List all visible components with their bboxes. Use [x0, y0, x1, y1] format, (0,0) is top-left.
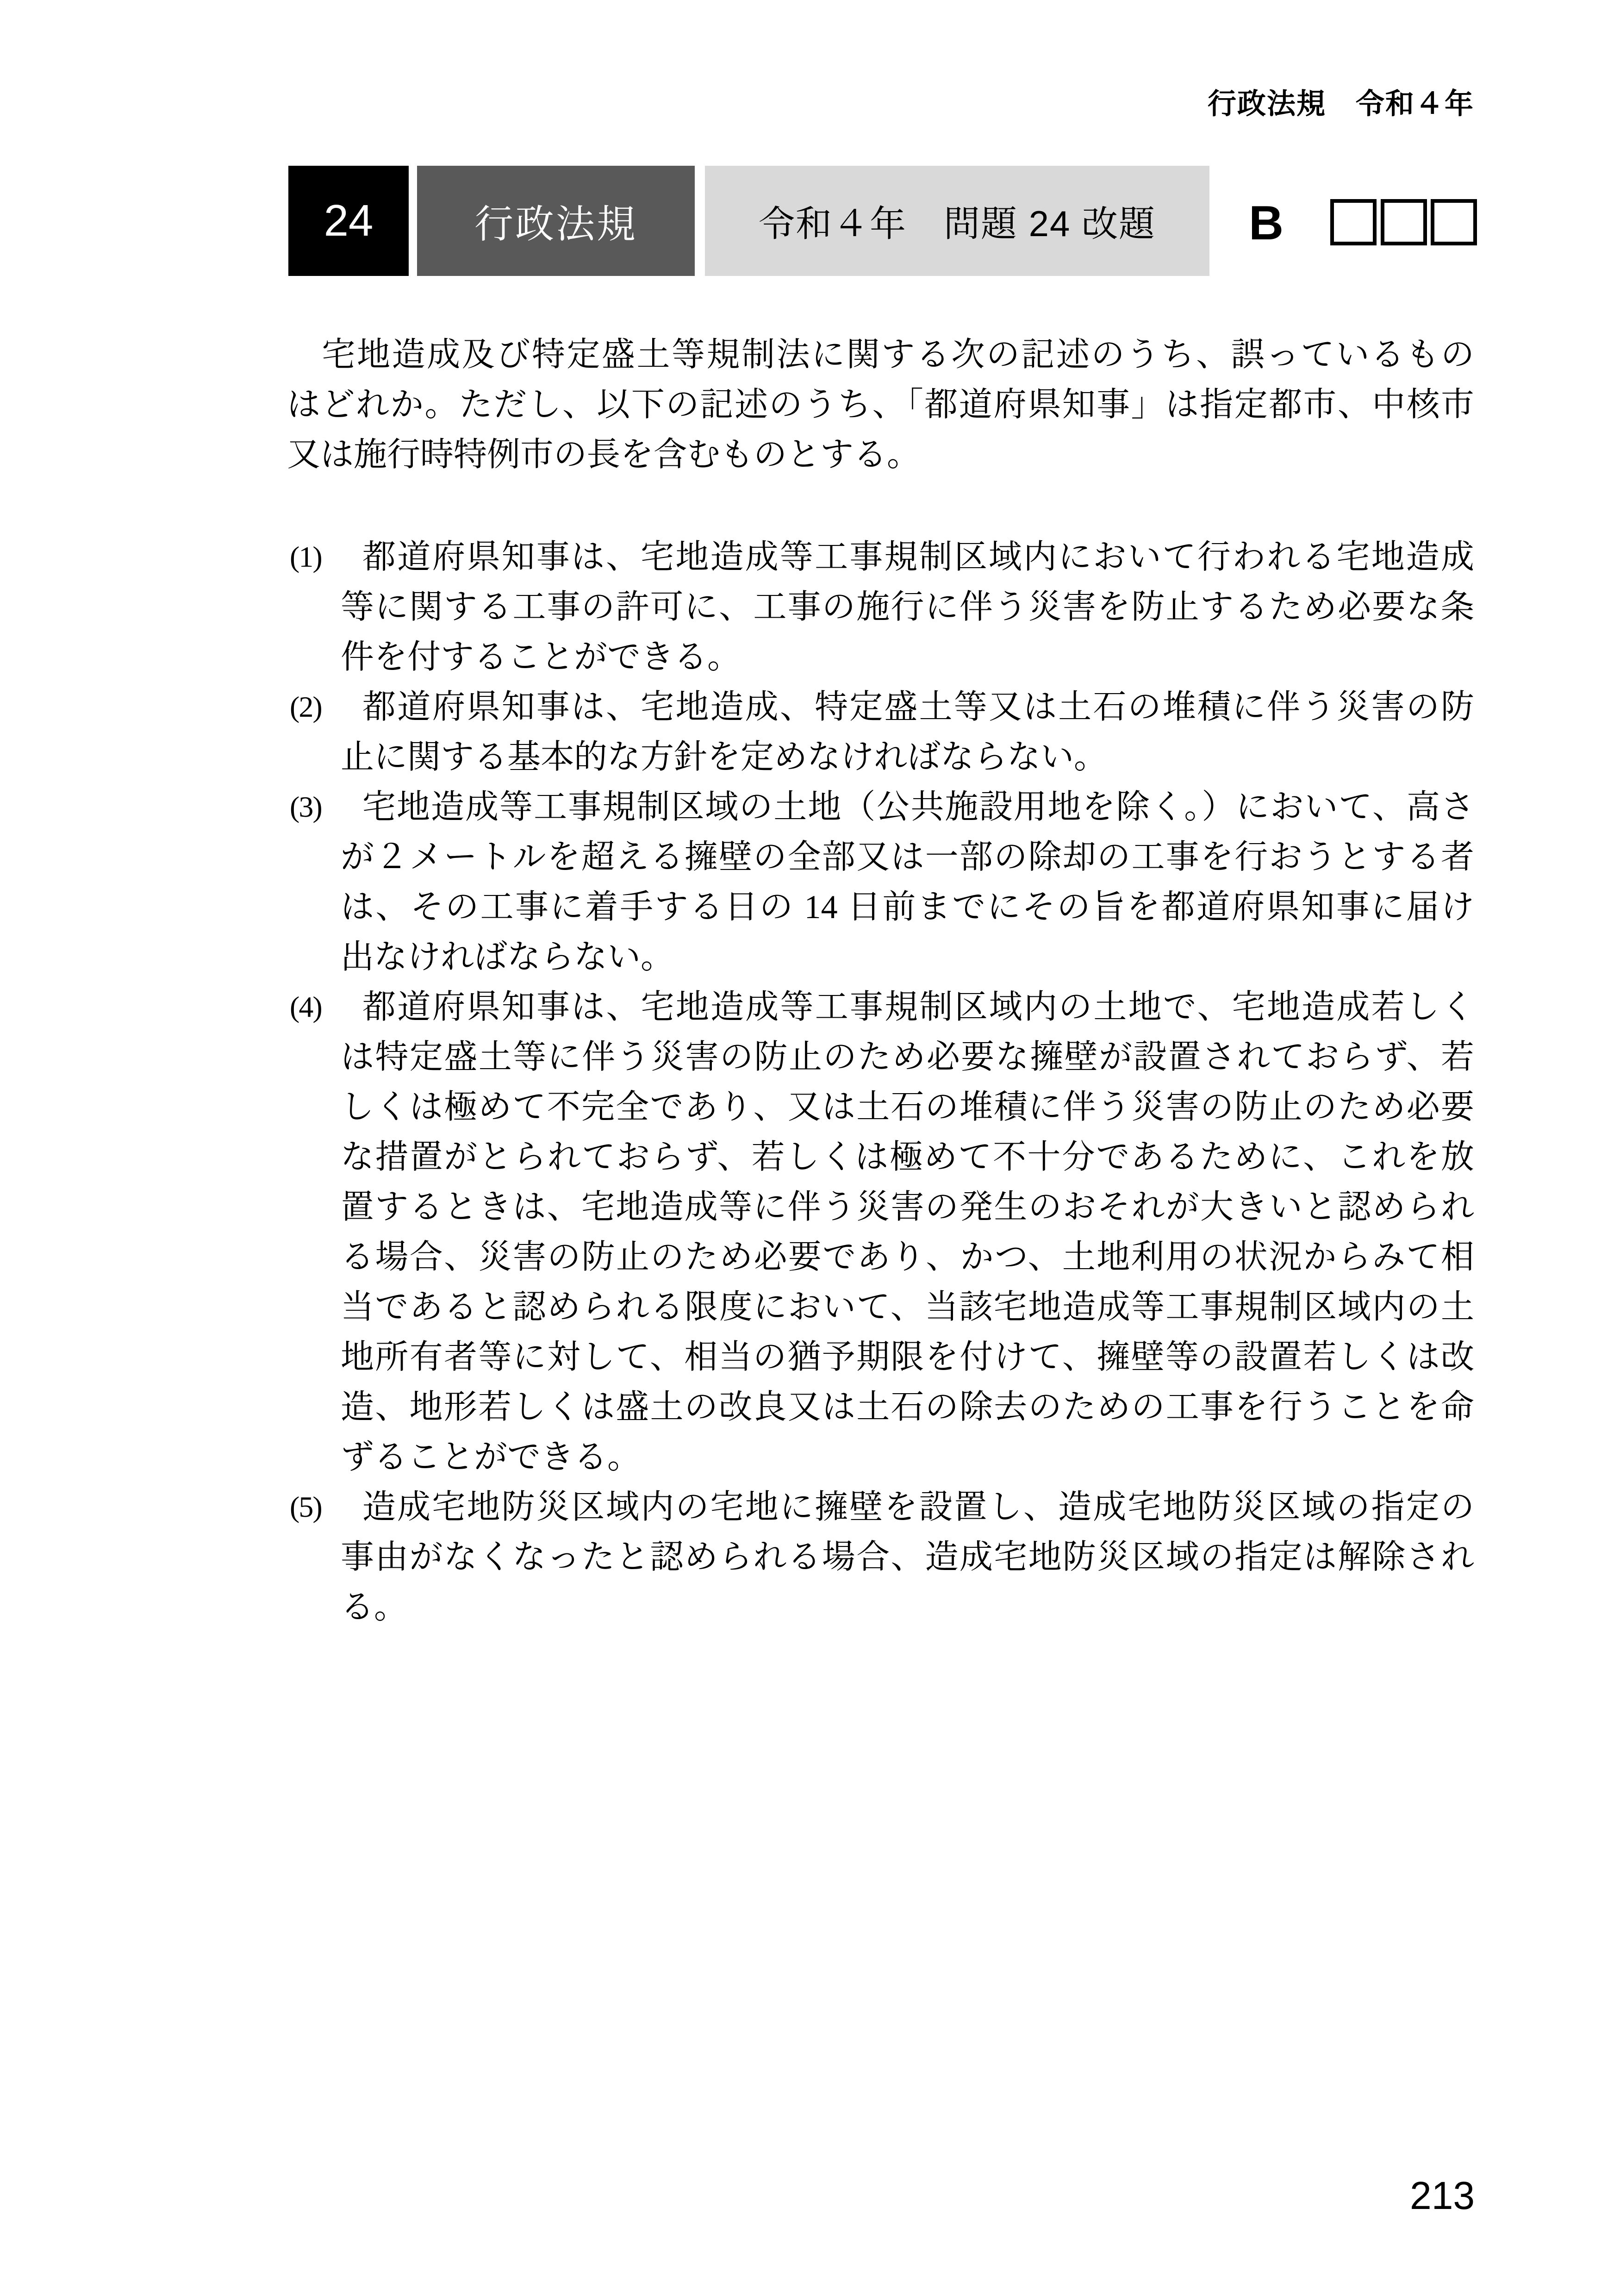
item-line: 止に関する基本的な方針を定めなければならない。 [341, 738, 1108, 776]
item-line: 出なければならない。 [341, 938, 674, 976]
progress-checkbox-1 [1330, 199, 1377, 245]
item-line: 置するときは、宅地造成等に伴う災害の発生のおそれが大きいと認められ [341, 1189, 1474, 1226]
running-header: 行政法規 令和４年 [1207, 88, 1474, 120]
item-line: 宅地造成等工事規制区域の土地（公共施設用地を除く。）において、高さ [362, 788, 1474, 826]
item-line: 等に関する工事の許可に、工事の施行に伴う災害を防止するため必要な条 [341, 588, 1474, 626]
question-intro-line: 宅地造成及び特定盛土等規制法に関する次の記述のうち、誤っているもの [287, 336, 1474, 373]
item-line: 造成宅地防災区域内の宅地に擁壁を設置し、造成宅地防災区域の指定の [362, 1489, 1474, 1526]
choice-marker: (3) [290, 790, 322, 823]
choice-marker: (4) [290, 990, 322, 1023]
item-line: 地所有者等に対して、相当の猶予期限を付けて、擁壁等の設置若しくは改 [341, 1339, 1474, 1376]
choice-item-1 [287, 532, 1474, 682]
item-line: な措置がとられておらず、若しくは極めて不十分であるために、これを放 [341, 1139, 1474, 1176]
choice-item-5 [287, 1482, 1474, 1632]
item-line: しくは極めて不完全であり、又は土石の堆積に伴う災害の防止のため必要 [341, 1089, 1474, 1126]
item-line: は特定盛土等に伴う災害の防止のため必要な擁壁が設置されておらず、若 [341, 1039, 1474, 1076]
intro-items-gap [287, 480, 1474, 532]
item-line: が２メートルを超える擁壁の全部又は一部の除却の工事を行おうとする者 [341, 838, 1474, 876]
question-intro-line: 又は施行時特例市の長を含むものとする。 [287, 436, 921, 473]
item-line: 都道府県知事は、宅地造成等工事規制区域内において行われる宅地造成 [362, 538, 1474, 576]
item-line: 当であると認められる限度において、当該宅地造成等工事規制区域内の土 [341, 1289, 1474, 1326]
item-line: 都道府県知事は、宅地造成、特定盛土等又は土石の堆積に伴う災害の防 [362, 688, 1474, 726]
item-line: 件を付することができる。 [341, 638, 741, 676]
choice-marker: (5) [290, 1490, 322, 1523]
question-body [287, 330, 1474, 1632]
choice-marker: (1) [290, 540, 322, 573]
source-badge: 令和４年 問題 24 改題 [705, 166, 1209, 276]
item-line: る場合、災害の防止のため必要であり、かつ、土地利用の状況からみて相 [341, 1239, 1474, 1276]
page-number: 213 [1410, 2174, 1475, 2217]
item-line: ずることができる。 [341, 1439, 641, 1476]
item-line: る。 [341, 1589, 408, 1626]
question-number-badge: 24 [288, 166, 409, 276]
item-line: 都道府県知事は、宅地造成等工事規制区域内の土地で、宅地造成若しく [362, 988, 1474, 1026]
progress-checkbox-2 [1381, 199, 1427, 245]
progress-checkbox-3 [1431, 199, 1477, 245]
question-intro-line: はどれか。ただし、以下の記述のうち、「都道府県知事」は指定都市、中核市 [287, 386, 1474, 423]
item-line: は、その工事に着手する日の 14 日前までにその旨を都道府県知事に届け [341, 888, 1474, 926]
choice-item-2 [287, 682, 1474, 782]
category-badge: 行政法規 [417, 166, 695, 276]
item-line: 事由がなくなったと認められる場合、造成宅地防災区域の指定は解除され [341, 1539, 1474, 1576]
choice-item-4 [287, 982, 1474, 1482]
difficulty-grade: B [1249, 196, 1284, 250]
choice-marker: (2) [290, 690, 322, 723]
item-line: 造、地形若しくは盛土の改良又は土石の除去のための工事を行うことを命 [341, 1389, 1474, 1426]
choice-item-3 [287, 782, 1474, 982]
